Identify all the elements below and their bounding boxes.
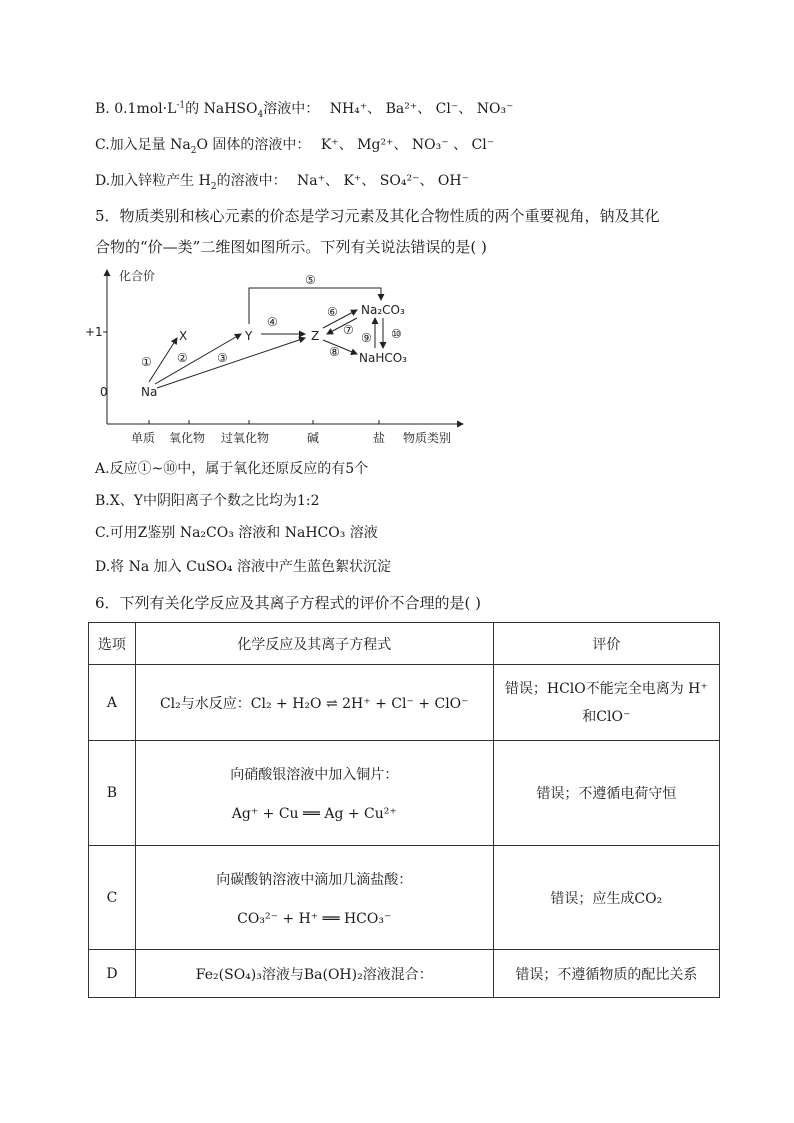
- node-nahco3: NaHCO₃: [359, 351, 407, 365]
- label-8: ⑧: [329, 345, 340, 359]
- label-1: ①: [141, 355, 152, 369]
- q5-option-b: B.X、Y中阴阳离子个数之比均为1:2: [95, 493, 320, 509]
- y-tick-plus1: +1: [85, 325, 103, 339]
- row-comment: 错误；应生成CO₂: [493, 846, 719, 950]
- row-key: C: [89, 846, 136, 950]
- table-row: [89, 665, 720, 741]
- row-key: D: [89, 950, 136, 998]
- label-5: ⑤: [305, 273, 316, 287]
- q5-stem-line1: 5．物质类别和核心元素的价态是学习元素及其化合物性质的两个重要视角，钠及其化: [95, 207, 660, 225]
- label-3: ③: [217, 351, 228, 365]
- y-tick-0: 0: [100, 385, 108, 399]
- row-comment: 错误；不遵循电荷守恒: [493, 741, 719, 846]
- label-7: ⑦: [343, 323, 354, 337]
- row-key: A: [89, 665, 136, 741]
- header-reaction: 化学反应及其离子方程式: [135, 623, 493, 665]
- row-comment: 错误；不遵循物质的配比关系: [493, 950, 719, 998]
- row-reaction: Fe₂(SO₄)₃溶液与Ba(OH)₂溶液混合：: [135, 950, 493, 998]
- row-comment: 错误；HClO不能完全电离为 H⁺和ClO⁻: [493, 665, 719, 741]
- q5-option-c: C.可用Z鉴别 Na₂CO₃ 溶液和 NaHCO₃ 溶液: [95, 525, 378, 541]
- q5-stem-line2: 合物的“价—类”二维图如图所示。下列有关说法错误的是( ): [95, 238, 487, 256]
- x-tick-salt: 盐: [373, 431, 386, 445]
- q4-option-c: C.加入足量 $Na_2O$ 固体的溶液中： K⁺、 Mg²⁺、 NO₃⁻ 、 Cl⁻: [95, 137, 495, 156]
- x-tick-oxide: 氧化物: [169, 431, 206, 445]
- node-y: Y: [245, 329, 253, 343]
- table-row: [89, 846, 720, 950]
- node-na2co3: Na₂CO₃: [361, 303, 405, 317]
- row-reaction: 向碳酸钠溶液中滴加几滴盐酸： CO₃²⁻ + H⁺ ══ HCO₃⁻: [135, 846, 493, 950]
- x-tick-peroxide: 过氧化物: [221, 431, 270, 445]
- table-row: [89, 741, 720, 846]
- x-axis-label: 物质类别: [403, 431, 452, 445]
- y-axis-label: 化合价: [119, 269, 156, 283]
- valence-class-diagram: [85, 262, 475, 452]
- table-row: [89, 950, 720, 998]
- q5-option-d: D.将 Na 加入 CuSO₄ 溶液中产生蓝色絮状沉淀: [95, 559, 391, 575]
- evaluation-table: [88, 622, 720, 998]
- row-reaction: Cl₂与水反应：Cl₂ + H₂O ⇌ 2H⁺ + Cl⁻ + ClO⁻: [135, 665, 493, 741]
- row-reaction: 向硝酸银溶液中加入铜片： Ag⁺ + Cu ══ Ag + Cu²⁺: [135, 741, 493, 846]
- node-na: Na: [141, 385, 158, 399]
- q4-option-d: D.加入锌粒产生 $H_2$的溶液中： Na⁺、 K⁺、 SO₄²⁻、 OH⁻: [95, 173, 469, 192]
- header-evaluation: 评价: [493, 623, 719, 665]
- table-header-row: [89, 623, 720, 665]
- label-4: ④: [267, 315, 278, 329]
- header-option: 选项: [89, 623, 136, 665]
- node-z: Z: [311, 329, 320, 343]
- x-tick-base: 碱: [307, 431, 320, 445]
- label-10: ⑩: [391, 327, 402, 341]
- label-2: ②: [177, 351, 188, 365]
- q6-stem: 6．下列有关化学反应及其离子方程式的评价不合理的是( ): [95, 594, 482, 612]
- x-tick-elemental: 单质: [131, 431, 156, 445]
- node-x: X: [179, 329, 188, 343]
- q5-option-a: A.反应①~⑩中，属于氧化还原反应的有5个: [95, 461, 369, 477]
- row-key: B: [89, 741, 136, 846]
- q4-option-b: B. $0.1mol\cdot L^{-1}$的 NaHSO$_4$溶液中： NH₄⁺、 Ba²⁺、 Cl⁻、 NO₃⁻: [95, 100, 514, 120]
- label-9: ⑨: [361, 331, 372, 345]
- label-6: ⑥: [327, 305, 338, 319]
